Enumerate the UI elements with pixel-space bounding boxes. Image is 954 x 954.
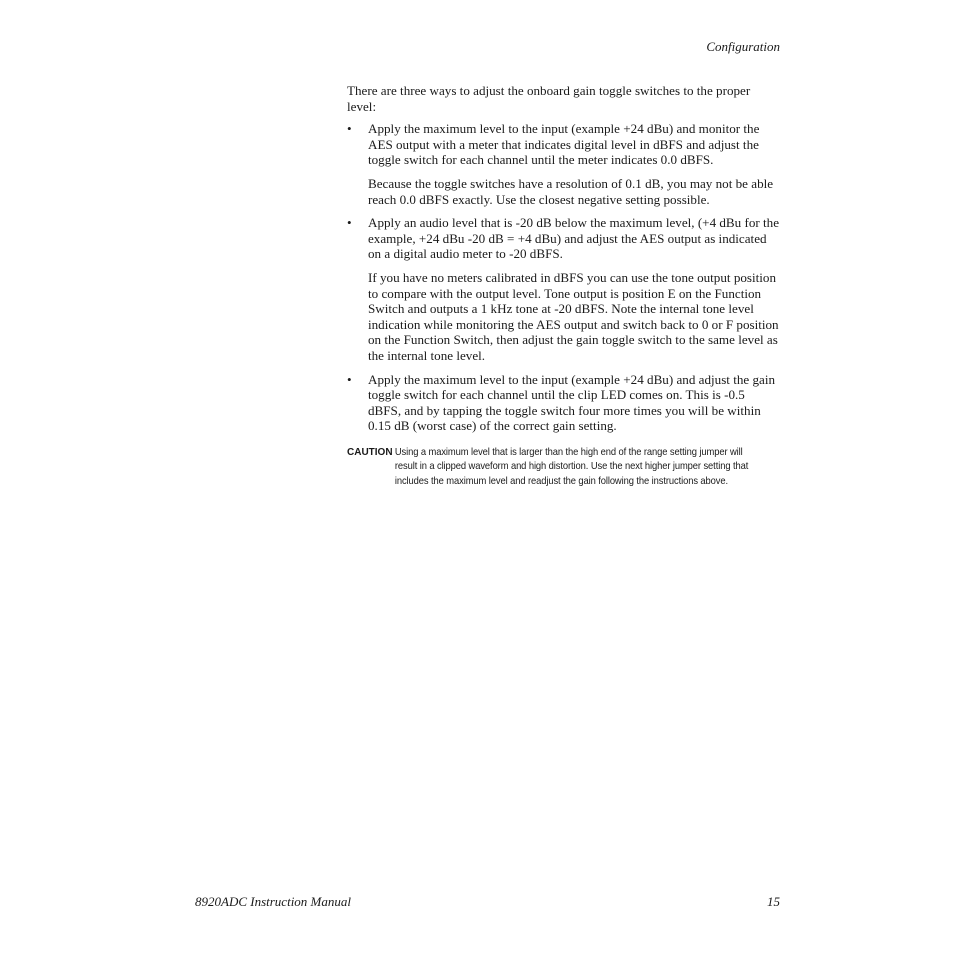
method-item-1 (347, 121, 781, 207)
bullet-icon: • (347, 215, 352, 231)
method-item-2 (347, 215, 781, 363)
method-text: Apply the maximum level to the input (example +24 dBu) and monitor the AES output with a meter that indicates digital level in dBFS and adjust the toggle switch for each channel until the meter indicates 0.0 dBFS. (368, 121, 760, 168)
footer-manual-title: 8920ADC Instruction Manual (195, 894, 351, 909)
intro-paragraph: There are three ways to adjust the onboard gain toggle switches to the proper level: (347, 83, 751, 114)
bullet-icon: • (347, 371, 352, 387)
method-note: If you have no meters calibrated in dBFS you can use the tone output position to compare with the output level. Tone output is position E on the Function Switch and outputs a 1 kHz tone at -20 dBFS. Note the internal tone level indication while monitoring the AES output and switch back to 0 or F position on the Function Switch, then adjust the gain toggle switch to the same level as the internal tone level. (368, 269, 779, 363)
caution-block (347, 446, 781, 490)
caution-label: CAUTION (347, 446, 393, 458)
method-note: Because the toggle switches have a resolution of 0.1 dB, you may not be able reach 0.0 dBFS exactly. Use the closest negative setting possible. (368, 175, 774, 207)
main-content (347, 83, 781, 489)
method-item-3 (347, 372, 781, 434)
caution-text: Using a maximum level that is larger than the high end of the range setting jumper will result in a clipped waveform and high distortion. Use the next higher jumper setting that includes the maximum level and readjust the gain following the instructions above. (394, 446, 749, 487)
bullet-icon: • (347, 121, 352, 137)
running-header: Configuration (706, 39, 780, 54)
method-text: Apply an audio level that is -20 dB below the maximum level, (+4 dBu for the example, +24 dBu -20 dB = +4 dBu) and adjust the AES output as indicated on a digital audio meter to -20 dBFS. (368, 215, 780, 262)
footer-page-number: 15 (767, 894, 780, 909)
method-text: Apply the maximum level to the input (example +24 dBu) and adjust the gain toggle switch for each channel until the clip LED comes on. This is -0.5 dBFS, and by tapping the toggle switch four more times you will be within 0.15 dB (worst case) of the correct gain setting. (368, 371, 776, 434)
method-list (347, 121, 781, 434)
